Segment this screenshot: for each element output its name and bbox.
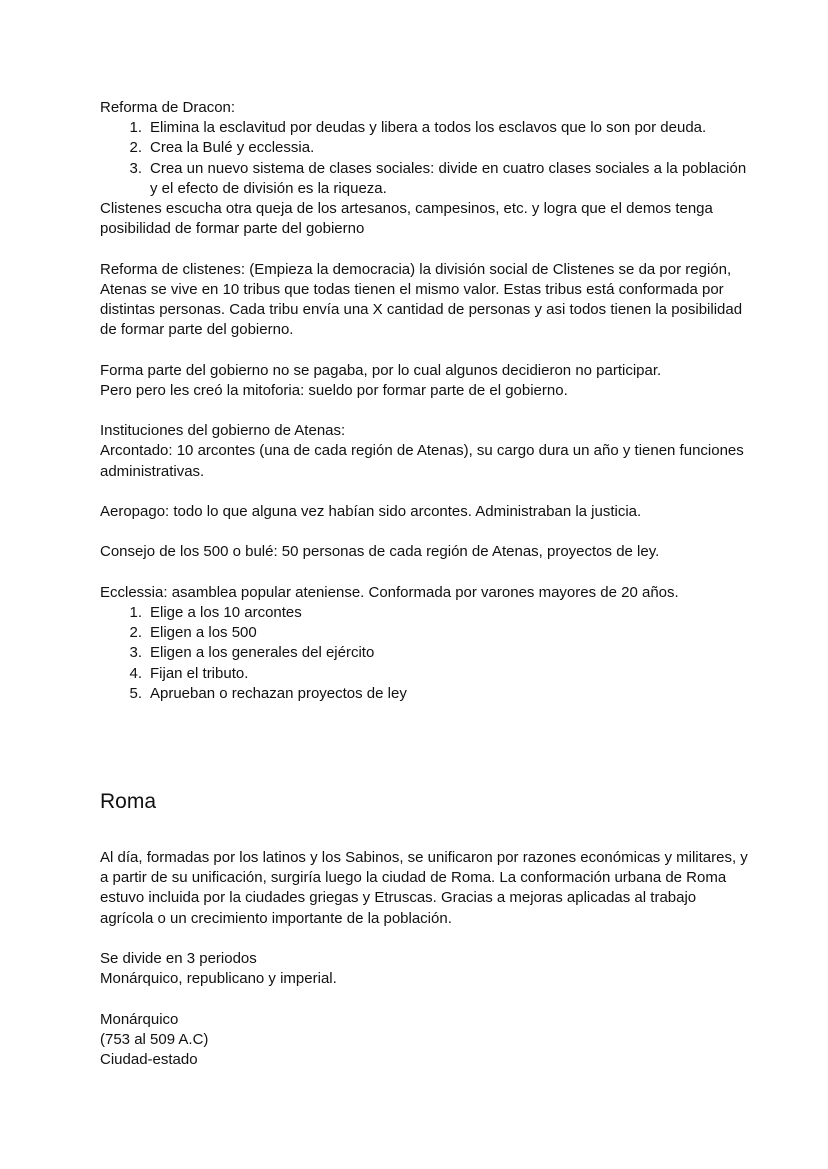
monarquico-dates: (753 al 509 A.C) — [100, 1030, 209, 1048]
instituciones-heading: Instituciones del gobierno de Atenas: — [100, 422, 346, 440]
clistenes-demos-paragraph: Clistenes escucha otra queja de los artesanos, campesinos, etc. y logra que el demos tenga posibilidad de formar parte del gobierno — [100, 200, 713, 238]
list-number: 1. — [129, 119, 142, 137]
list-number: 3. — [129, 159, 142, 177]
list-item — [100, 623, 748, 643]
list-item — [100, 664, 748, 684]
list-number: 3. — [129, 644, 142, 662]
list-text: Fijan el tributo. — [150, 664, 249, 682]
list-text: Eligen a los generales del ejército — [150, 644, 375, 662]
mitoforia-line-2: Pero pero les creó la mitoforia: sueldo por formar parte de el gobierno. — [100, 381, 568, 399]
arcontado-paragraph: Arcontado: 10 arcontes (una de cada región de Atenas), su cargo dura un año y tienen funciones administrativas. — [100, 442, 744, 480]
list-text: Eligen a los 500 — [150, 624, 257, 642]
monarquico-type: Ciudad-estado — [100, 1051, 198, 1068]
clistenes-reform-paragraph: Reforma de clistenes: (Empieza la democracia) la división social de Clistenes se da por región, Atenas se vive en 10 tribus que todas tienen el mismo valor. Estas tribus está conformada por distintas personas. Cada tribu envía una X cantidad de personas y asi todos tienen la posibilidad de formar parte del gobierno. — [100, 260, 743, 339]
list-item — [100, 603, 748, 623]
list-number: 4. — [129, 664, 142, 682]
list-number: 2. — [129, 139, 142, 157]
list-number: 2. — [129, 624, 142, 642]
ecclessia-list — [100, 603, 748, 704]
list-item — [100, 138, 748, 158]
list-item — [100, 643, 748, 663]
roma-intro-paragraph: Al día, formadas por los latinos y los Sabinos, se unificaron por razones económicas y militares, y a partir de su unificación, surgiría luego la ciudad de Roma. La conformación urbana de Roma estuvo incluida por la ciudades griegas y Etruscas. Gracias a mejoras aplicadas al trabajo agrícola o un crecimiento importante de la población. — [100, 849, 748, 927]
periodos-line-2: Monárquico, republicano y imperial. — [100, 970, 337, 988]
dracon-list — [100, 118, 748, 199]
list-number: 5. — [129, 684, 142, 702]
monarquico-title: Monárquico — [100, 1010, 179, 1028]
list-text: Aprueban o rechazan proyectos de ley — [150, 684, 407, 702]
aeropago-paragraph: Aeropago: todo lo que alguna vez habían sido arcontes. Administraban la justicia. — [100, 503, 642, 520]
list-text: Elige a los 10 arcontes — [150, 603, 302, 621]
ecclessia-paragraph: Ecclessia: asamblea popular ateniense. Conformada por varones mayores de 20 años. — [100, 583, 679, 601]
mitoforia-line-1: Forma parte del gobierno no se pagaba, por lo cual algunos decidieron no participar. — [100, 361, 662, 379]
periodos-line-1: Se divide en 3 periodos — [100, 950, 257, 967]
list-text: Elimina la esclavitud por deudas y libera a todos los esclavos que lo son por deuda. — [150, 119, 707, 137]
list-item — [100, 159, 748, 199]
list-text: Crea la Bulé y ecclessia. — [150, 139, 315, 157]
roma-heading: Roma — [100, 790, 157, 813]
list-item — [100, 684, 748, 704]
consejo-paragraph: Consejo de los 500 o bulé: 50 personas de cada región de Atenas, proyectos de ley. — [100, 543, 660, 561]
list-number: 1. — [129, 603, 142, 621]
list-text: Crea un nuevo sistema de clases sociales: divide en cuatro clases sociales a la población y el efecto de división es la riqueza. — [150, 159, 747, 197]
list-item — [100, 118, 748, 138]
dracon-heading: Reforma de Dracon: — [100, 99, 236, 116]
